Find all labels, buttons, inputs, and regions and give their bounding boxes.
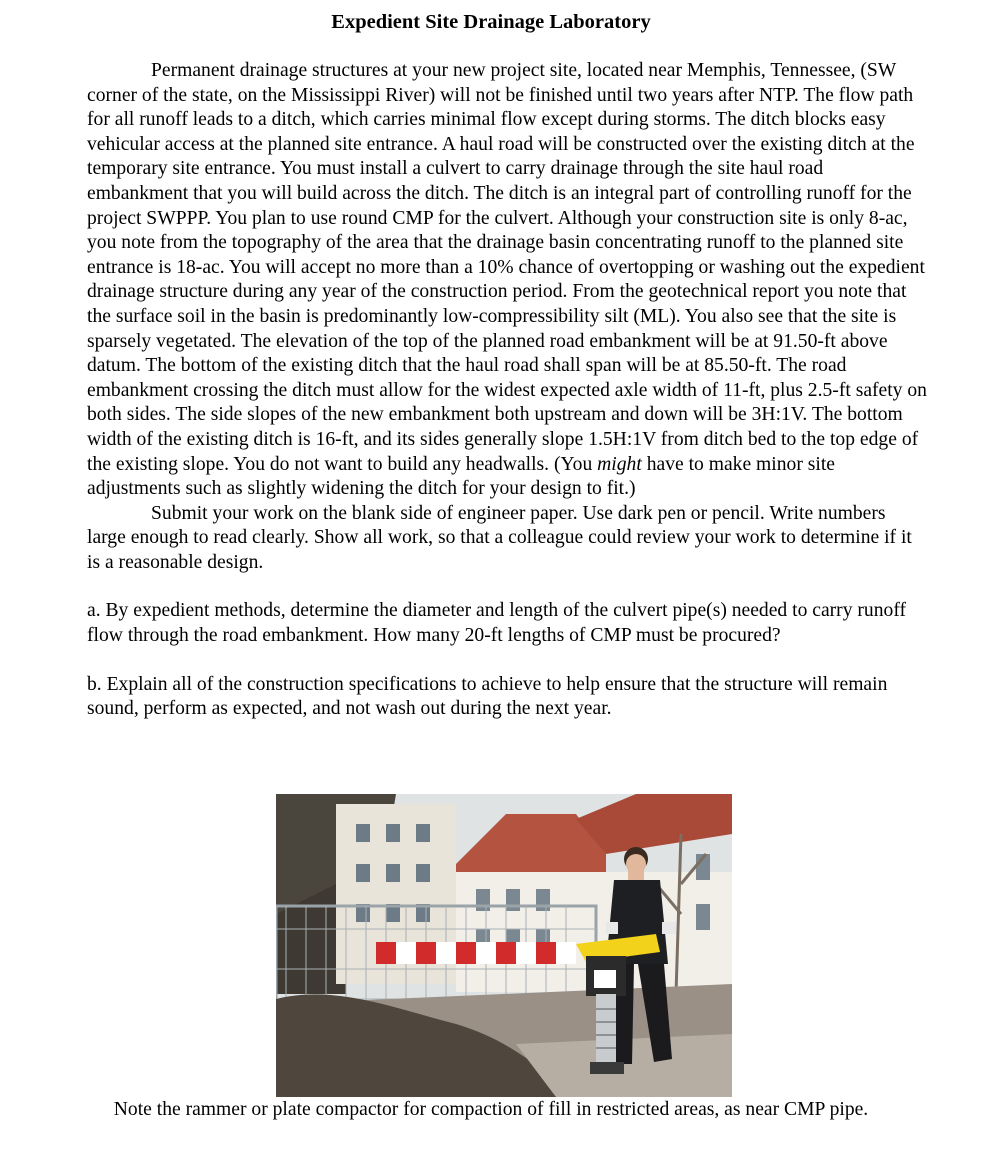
rammer-compactor-photo (276, 794, 732, 1097)
photo-caption: Note the rammer or plate compactor for compaction of fill in restricted areas, as near CMP pipe. (113, 1099, 869, 1120)
spacer (87, 575, 927, 599)
problem-statement-text-end: have to make minor site adjustments such as slightly widening the ditch for your design to fit.) (87, 453, 835, 500)
submission-instructions: Submit your work on the blank side of engineer paper. Use dark pen or pencil. Write numbers large enough to read clearly. Show all work, so that a colleague could review your work to determine if it is a reasonable design. (87, 502, 912, 573)
problem-statement-text: Permanent drainage structures at your new project site, located near Memphis, Tennessee, (SW corner of the state, on the Mississippi River) will not be finished until two years after NTP. The flow path for all runoff leads to a ditch, which carries minimal flow except during storms. The ditch blocks easy vehicular access at the planned site entrance. A haul road will be constructed over the existing ditch at the temporary site entrance. You must install a culvert to carry drainage through the site haul road embankment that you will build across the ditch. The ditch is an integral part of controlling runoff for the project SWPPP. You plan to use round CMP for the culvert. Although your construction site is only 8-ac, you note from the topography of the area that the drainage basin concentrating runoff to the planned site entrance is 18-ac. You will accept no more than a 10% chance of overtopping or washing out the expedient drainage structure during any year of the construction period. From the geotechnical report you note that the surface soil in the basin is predominantly low-compressibility silt (ML). You also see that the site is sparsely vegetated. The elevation of the top of the planned road embankment will be at 91.50-ft above datum. The bottom of the existing ditch that the haul road shall span will be at 85.50-ft. The road embankment crossing the ditch must allow for the widest expected axle width of 11-ft, plus 2.5-ft safety on both sides. The side slopes of the new embankment both upstream and down will be 3H:1V. The bottom width of the existing ditch is 16-ft, and its sides generally slope 1.5H:1V from ditch bed to the top edge of the existing slope. You do not want to build any headwalls. (You (87, 60, 927, 475)
document-body (87, 59, 927, 722)
question-a: a. By expedient methods, determine the diameter and length of the culvert pipe(s) needed to carry runoff flow through the road embankment. How many 20-ft lengths of CMP must be procured? (87, 600, 907, 647)
question-b: b. Explain all of the construction specifications to achieve to help ensure that the structure will remain sound, perform as expected, and not wash out during the next year. (87, 673, 888, 720)
emphasis-might: might (597, 453, 642, 475)
spacer (87, 649, 927, 673)
problem-statement-paragraph (87, 59, 927, 502)
photo-illustration (276, 794, 732, 1097)
document-title: Expedient Site Drainage Laboratory (331, 11, 651, 33)
